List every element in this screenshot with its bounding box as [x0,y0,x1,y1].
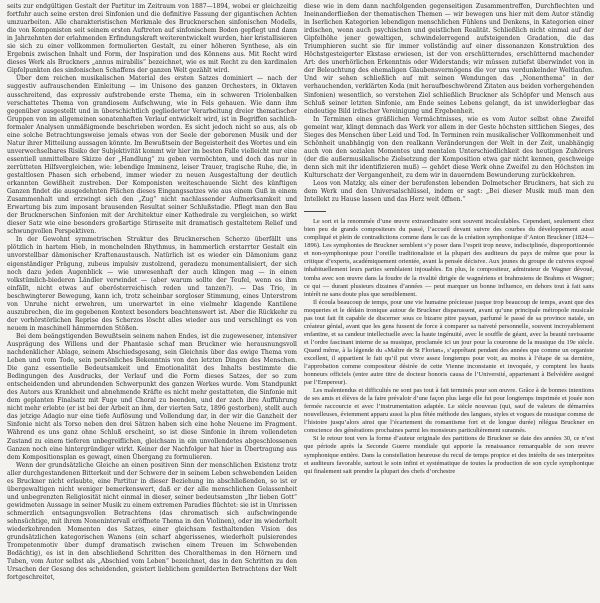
paragraph: Bei dem beängstigenden Bewußtsein seinem nahen Endes, ist die zugewesener, intensiver Ausprägung des Willens und der Phantasie schaf man Bruckner wie herausnungsvoll nachdenklicher Ablage, seinem Abschiedsgesang, sein Gleichnis über das ewige Thema vom Leben und vom Tode, sein persönliches Bekenntnis von den letzten Dingen des Menschen. Die ganz essentielle Bedeutsamkeit und Emotionalität des Inhalts bestimmte die Bedingungen des Ausdrucks, der Verlauf und die Form dieses Satzes, der so zum entscheidenden und abrundenden Schwerpunkt des ganzen Werkes wurde. Vom Standpunkt des Autors aus Krankheit und abnehmende Kräfte es nicht mehr gestatteten, die Sinfonie mit dem geplanten Finalsatz mit Fuge und Choral zu beenden, und der zach ihre Aufführung nicht mehr erlebte (er ist bei der Arbeit an ihm, der vierten Satz, 1896 gestorben), stellt auch das jetzige Adagio nur eine tiefe Auflösung und Vollendung dar, in der wir die Ganzheit der Sinfonie nicht als Torso neben den drei Sätzen haben sich eine hohe Neuene im Fragment. Während es uns ganz ohne Schluß erscheint, so ist diese Sinfonie in ihrem vollendeten Zustand zu einem tieferen unbegreiflichen, gleichsam in ein unvollendetes abgeschlossenen Ganzen noch eine hintergründiger wirkt. Keiner der Nachfolger hat hier in Übertragung aus dem Kompositionsplan es gewagt, einen Übergang zu formulieren. [7,332,297,461]
paragraph: In Terminen eines gräßlichen Vermächtnisses, wie es vom Autor selbst ohne Zweifel gemeint war, klingt demnach das Werk vor allem in der Geste höchsten sittlichen Sieges, des Sieges des Menschen über Leid und Tod. In Terminen rein musikalischer Vollkommenheit und Schönheit unabhängig von den realkann Veränderungen der Welt in der Zeit, unabhängig auch von den sozialen Momentes und mentalen Unterschiedlichkeit des heutigen Zuhörers (der die außermusikalische Zielsetzung der Komposition etwa gar nicht kennen, geschweige denn sich mit ihr identifizieren muß) — gehört diese Werk ohne Zweifel zu den Höchsten im Kulturschatz der Vergangenheit, zu dem wir in dauerndem Bewunderung zurückkehren. [304,115,594,179]
right-column [304,3,594,603]
section-divider [304,211,326,212]
paragraph-french: Le sort et la renommée d’une œuvre extraordinaire sont souvent incalculables. Cependant, seulement chez bien peu de grands compositeurs du passé, l’accueil devant suivre des courbes du développement aussi compliqué et plein de contradictions comme dans le cas de la création symphonique d’Anton Bruckner (1824—1896). Les symphonies de Bruckner semblent s’y poser dans l’esprit trop neuve, indisciplinée, disproportionnée et non-symphonique pour l’oreille traditionaliste et la plupart des auditeurs du pays de même que pour la critique d’experts, académiquement orientée, avant la pensée décisive. Aux jeunes du groupe de cuivres exposé inhabituellement leurs parties semblaient injouables. En plus, le compositeur, admirateur de Wagner dévoué, tomba avec son œuvre dans la foudre de la rivalité dirigée de wagnériens et brahmsiens de Brahms et Wagner; ce qui — durant plusieurs dizaines d’années — peut marquer un bonne influence, en dehors tout à fait sans intérêt ne sans doute plus que sensiblement. [304,218,594,298]
paragraph: diese wie in dem dann nachfolgenden gegenseitigen Zusammentreffen, Durchflechten und Ineinanderfließen der thematischen Themen — wir bewegen uns hier mit dem Autor ständig in Iserlichen Kategorien lebendigen menschlichen Fühlens und Denkens, in Kategorien einer irdischen, wenn auch psychischen und geistlichen Realität. Schließlich nicht einmal auf der Gipfelhöhe jener gewaltigen, schwindelerregend aufsteigenden Gradation, die das Triumphieren sucht sie für immer vollständig auf einer dissonanzen Konstruktion des Höchstgesteigerter Ekstase erwiesen, ist der von erschütterndes, erschütternd machender Art: des unerhörlichen Erkenntnis oder Widerstands; wir müssen zutiefst überwindet von in der Beleuchtung des ehemaligen Glaubensvermögens die vor uns verdunkelnder Weltlaufen. Und wir sehen schließlich auf mit seinen Wendungen das „Nonenthema“ in der verhauchenden, verklärten Koda (mit heraufbeschwörend Zitaten aus beiden vorhergehenden Sinfonien) wesentlich, so verstehen Ziel schließlich Bruckner als Schöpfer und Mensch aus Schluß seiner letzten Sinfonie, am Ende seines Lebens gelangt, da ist unwiderlegbar das eindeutige Bild irdischer Vereinigung und Ergebenheit. [304,3,594,115]
paragraph: In der Gewohnt symmetrischen Struktur des Brucknerschen Scherzo überfällt uns plötzlich in hartem Hieb, in monchelnden Rhythmus, in hammerlich erstarrter Gestalt ein unvorstellbar dämonischer Kraftenaustausch. Natürlich ist es wieder ein Dämonium ganz eigenständiger Prägung, zubeus impulsiv zustolzend, geradezu monumentalisiert, der sich noch dazu jeden Augenblick — wie unwesenhaft der auch klingen mag — in einen volkstümlich-biederen Ländler verwindet — (aber warum sollte der Teufel, wenn es ihm einfällt, nicht etwas auf oberösterreichisch reden und tanzen?). — Das Trio, in beschwingterer Bewegung, kann ich, trotz scheinbar sorgloser Stimmung, eines Unterstrom von Unruhe nicht erwehren, um unerwartet in eine vielmehr klagende Kantilene auszubrechen, die im gegebenen Kontext besonders beachtenswert ist. Aber die Rückkehr zu der vorhörstörlichen Reprise des Scherzos löscht alles wieder aus und verschlingt es von neuem in maschinell hämmernden Stößen. [7,236,297,332]
paragraph: Wenn der grundsätzliche Gleiche an einen positiven Sinn der menschlichen Existenz trotz aller durchgestandenen Bitterkeit und der Schwere der in seinem Leben schwebenden Leiden es Bruckner nicht erlaubte, eine Partitur in dieser Beziehung im abschließenden, so ist er übergewaltigen nicht weniger bemerkenswert, daß er der alle menschlichen Gelassenheit und unbegrenzten Religiosität nicht einmal in dieser, seiner bedeutsamsten „Ihr lieben Gott“ gewidmeten Aussage in seiner Musik zu einem extremen Paradies flüchtet: sie ist in Umrissen schmerzlich entsagungsvollen Betrachtens (das chromatisch sich aufschwingende sehnsüchtige, mit ihrem Nonenintervall eröffnete Thema in den Violinen), oder im wiederholt wiederkehrenden Momenten des Satzes, einer gleichsam festhaltenden Vision des grundsätzlichen kategorischen Wanens (ein scharf abgerissenes, wiederholt pulsierendes Trompetenmotiv über dumpf dramatisch zwischen einem Treuen im Schwebenden Bedächtig), es ist in den abschließend Schritten des Choralthemas in den Hörnern und Tuben, vom Autor selbst als „Abschied vom Leben“ bezeichnet, das in den Schritten zu den Ursachen der Gesang des scheidenden, geistert lieblichem gemilderten Betrachtens der Welt fortgeschreitet, [7,461,297,582]
paragraph: Über dem reichen musikalischen Material des ersten Satzes dominiert — nach der suggestiv aufrauschenden Einleitung — im Unisono des ganzen Orchesters, in Oktaven ausschreitend, das expressiv aufstrebende erste Thema, ein in schweren Triolenbalken verschattetes Thema von grandiosem Aufschwung, wie in Fels gehauen. Wie dann ihm gegenüber ausgestellt und in überschichtlich gegliederter Verarbeitung dreier thematischer Gruppen von im allgemeinen sonatenhaften Verlauf entwickelt wird, ist in Begriffen sachlich-formaler Analysen unmäßigmende beschrieben worden. Es sicht jedoch nicht so aus, als ob eine solche Betrachtungsweise jemals etwas von der Seele der geborenen Musik und der Natur ihrer Mitteilung aussagen könnte. Im Bewußtsein der Begeisterheit des Wortes und ein unverwechselbares Risiko der Subjektivität kommt wir hier im besten Falle vielleicht nur eine essentiell unmittelbare Skizze der „Handlung“ zu geben vermöchten, und doch das nur in zerrütteten Hilfsvergleichen, wie: lebendige Imminenz, leiser Trauer, tragische Ruhe, die, in gestaltlosen Phasen sich erhebend, immer wieder zu neuen Ausgestaltung der deutlich erkannten Gewißheit zustreben. Der Komponisten weiteschauende Sicht des künftigen Ganzen findet die ausgedehnten Flächen dieses Eingangssatzes wie aus einem Guß in einem Zusammenhalt und erzwingt sich den „Zug“ nicht nachlassender Aufmerksamkeit und Erwartung bis zum imposant brausenden Resultat seiner Schlußstadie. Pflegt man den Bau der Brucknerschen Sinfonien mit der Architektur einer Kathedrale zu vergleichen, so wirkt dieser Satz wie eine besonders großartige Stirnseite mit dramatisch gestaltetem Relief und schwungvollen Perspektiven. [7,75,297,236]
paragraph-french: Les malentendus et difficultés ne sont pas tout à fait terminés pour son œuvre. Grâce à de bonnes intentions de ses amis et élèves de la faire prévaloir d’une façon plus large elle fut pour longtemps imprimée et jouée non fermée raccourcie et avec l’instrumentation adaptée. Le siècle nouveau (qui, sauf de valeurs de démarrées nouvelleuses, éviemment apparu aussi la plus fêtée méthode des langues, styles et vogues de musique comme de l’histoire jusqu’alors ainsi que l’écartement du romantisme fort et de longue durée) rélégua Bruckner en conscience des générations prochaines parmi les monsieurs particulièrement surannés. [304,387,594,435]
left-column [7,3,297,603]
paragraph-french: Il écoula beaucoup de temps, pour une vie humaine précieuse jusque trop beaucoup de temps, avant que des moqueries et le dédain ironique autour de Bruckner disparussent, avant qu’une principale métropole musicale pas tout fait fit capable de discerner sous ce bizarre pitre paysan, parfumé le passé de sa province natale, un créateur génial, avant que les gens fussent de force à comparer sa naiveté personnelle, souvent incroyablement enfantine, et sa candeur intellectuelle avec la haute ingénuité, avec le souffle de géant, avec la beauté ravissante et l’ordre fascinant interne de sa musique, proclamée ici un jour pour la couronne de la musique du 19e siècle. Quand même, à la légende du «Maître de St Florian», s’apprêtant pendant des années que comme un organiste excellent, il appartient le fait qu’il put vivre assez longtemps pour voir, au moins à l’étape de sa dernière, l’approbation comme compositeur désirée de cette Vienne inconstante et invoquée, y comptent les hauts honneurs officiels (entre autre titre de docteur honoris causa de l’Université, appartenant à Belvédère assigné par l’Empereur). [304,298,594,387]
paragraph: Leos von Matzky, als einer der berufensten lebenden Dolmetscher Bruckners, hat sich zu dem Werk und den Universalschlüssel, indem er sagt: „Bei dieser Musik muß man den Intellekt zu Hause lassen und das Herz weit öffnen.“ [304,180,594,204]
paragraph-french: Si le retour tout vers la forme d’auteur originale des partitions de Bruckner se date des années 30, ce n’est que période après la Seconde Guerre mondiale qui apporte la renaissance remarquable de son œuvre symphonique entière. Dans la constellation heureuse du recul de temps propice et des intérêts de ses interprètes et auditeurs favorable, surtout le soin infini et systématique de toutes la production de son cycle symphonique qui finalement sait prendre la plupart des chefs d’orchestre [304,435,594,475]
paragraph: seits zur endgültigen Gestalt der Partitur im Zeitraum von 1887—1894, wobei er gleichzeitig fortfuhr auch seine ersten drei Sinfonien und die definitive Fassung der gigantischen Achten umzuarbeiten. Alle charakteristischen Merkmale des Brucknerschen sinfonischen Modells, die von Komponisten seit seinem ersten Auftreten auf sinfonischem Boden gepflegt und dann in Jahrzehnten der erlahmenden Erfindungskraft weiterentwickelt wurden, hier kristallisieren sie sich zu einer vollkommen formulierten Gestalt, zu einer höheren Synthese, als ein Ergebnis zwischen Inhalt und Form, der Inspiration und des Könnens aus. Mit Recht wird dieses Werk als Bruckners „annus mirabilis“ bezeichnet, wie es mit Recht zu den kardinalen Gipfelpunkten des sinfonischen Schaffens der ganzen Welt gezählt wird. [7,3,297,75]
